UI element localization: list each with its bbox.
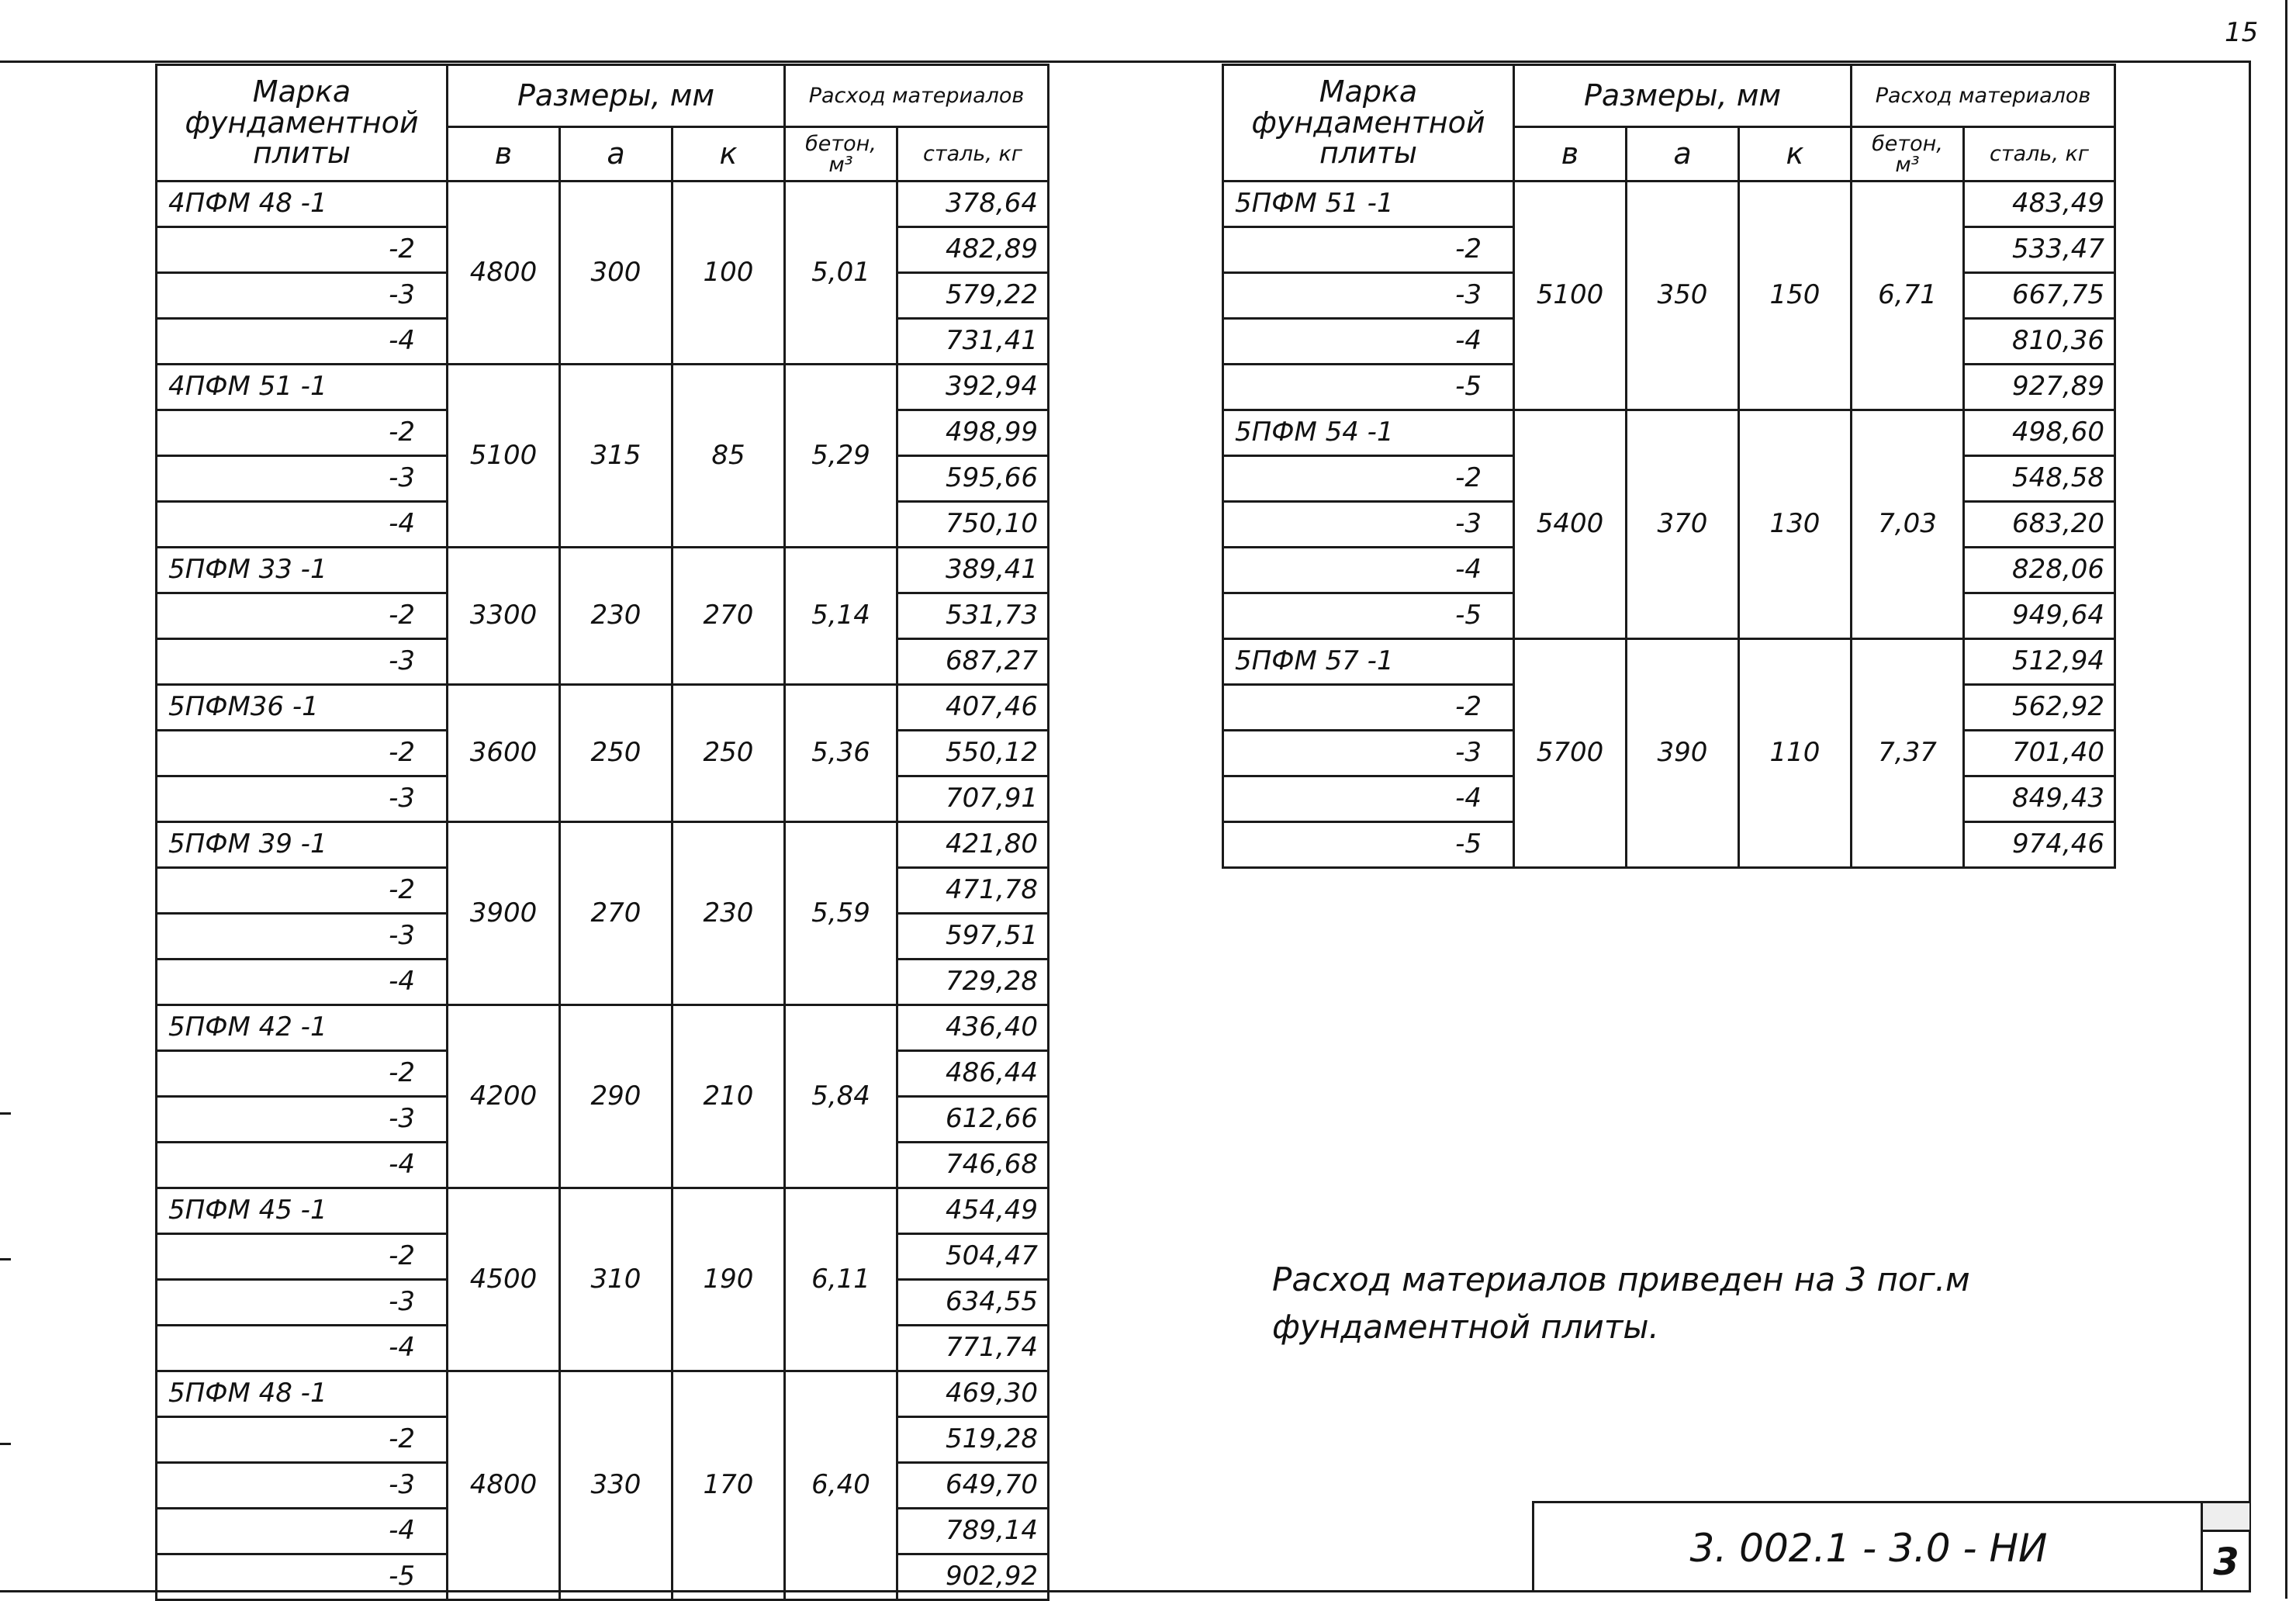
steel-cell: 471,78 xyxy=(897,868,1049,914)
header-concrete: бетон, м³ xyxy=(1852,127,1964,182)
frame-left-tick-2 xyxy=(0,1258,11,1260)
header-b: в xyxy=(1514,127,1627,182)
mark-cell: 5ПФМ 39 -1 xyxy=(157,822,448,868)
mark-cell: -4 xyxy=(157,960,448,1005)
steel-cell: 389,41 xyxy=(897,548,1049,593)
size-b-cell: 5700 xyxy=(1514,639,1627,868)
page-number: 15 xyxy=(2225,17,2259,48)
header-steel: сталь, кг xyxy=(1964,127,2115,182)
mark-cell: -3 xyxy=(1223,731,1514,776)
table-row xyxy=(1223,639,2115,685)
concrete-cell: 6,11 xyxy=(785,1188,897,1371)
steel-cell: 902,92 xyxy=(897,1554,1049,1600)
materials-note: Расход материалов приведен на 3 пог.м фундаментной плиты. xyxy=(1272,1260,1970,1346)
mark-cell: 5ПФМ 51 -1 xyxy=(1223,182,1514,227)
mark-cell: -5 xyxy=(1223,822,1514,868)
header-materials: Расход материалов xyxy=(785,65,1049,127)
frame-top-line xyxy=(0,61,2251,63)
steel-cell: 974,46 xyxy=(1964,822,2115,868)
steel-cell: 597,51 xyxy=(897,914,1049,960)
steel-cell: 436,40 xyxy=(897,1005,1049,1051)
steel-cell: 612,66 xyxy=(897,1097,1049,1143)
mark-cell: -3 xyxy=(157,456,448,502)
size-b-cell: 4800 xyxy=(448,1371,560,1600)
mark-cell: -3 xyxy=(157,914,448,960)
mark-cell: -2 xyxy=(157,410,448,456)
steel-cell: 482,89 xyxy=(897,227,1049,273)
steel-cell: 595,66 xyxy=(897,456,1049,502)
mark-cell: -4 xyxy=(157,319,448,365)
concrete-cell: 5,01 xyxy=(785,182,897,365)
steel-cell: 550,12 xyxy=(897,731,1049,776)
mark-cell: 5ПФМ 48 -1 xyxy=(157,1371,448,1417)
mark-cell: -4 xyxy=(157,502,448,548)
size-k-cell: 190 xyxy=(673,1188,785,1371)
mark-cell: -5 xyxy=(1223,365,1514,410)
steel-cell: 548,58 xyxy=(1964,456,2115,502)
steel-cell: 649,70 xyxy=(897,1463,1049,1509)
steel-cell: 483,49 xyxy=(1964,182,2115,227)
mark-cell: -3 xyxy=(1223,502,1514,548)
size-b-cell: 4800 xyxy=(448,182,560,365)
steel-cell: 498,60 xyxy=(1964,410,2115,456)
steel-cell: 810,36 xyxy=(1964,319,2115,365)
header-materials: Расход материалов xyxy=(1852,65,2115,127)
concrete-cell: 6,71 xyxy=(1852,182,1964,410)
table-row xyxy=(157,1188,1049,1234)
mark-cell: -3 xyxy=(1223,273,1514,319)
size-b-cell: 3300 xyxy=(448,548,560,685)
mark-cell: -3 xyxy=(157,273,448,319)
steel-cell: 634,55 xyxy=(897,1280,1049,1326)
header-steel: сталь, кг xyxy=(897,127,1049,182)
mark-cell: -2 xyxy=(1223,685,1514,731)
header-mark: Марка фундаментной плиты xyxy=(1223,65,1514,182)
title-block-sheet xyxy=(2201,1501,2249,1592)
mark-cell: -3 xyxy=(157,1097,448,1143)
size-k-cell: 230 xyxy=(673,822,785,1005)
size-b-cell: 4200 xyxy=(448,1005,560,1188)
size-k-cell: 110 xyxy=(1739,639,1852,868)
steel-cell: 746,68 xyxy=(897,1143,1049,1188)
header-mark: Марка фундаментной плиты xyxy=(157,65,448,182)
concrete-cell: 5,29 xyxy=(785,365,897,548)
size-b-cell: 3600 xyxy=(448,685,560,822)
table-row xyxy=(157,1371,1049,1417)
frame-right-line xyxy=(2249,61,2251,1592)
header-k: к xyxy=(673,127,785,182)
steel-cell: 407,46 xyxy=(897,685,1049,731)
left-foundation-table xyxy=(155,64,1049,1601)
size-a-cell: 250 xyxy=(560,685,673,822)
size-k-cell: 85 xyxy=(673,365,785,548)
concrete-cell: 5,36 xyxy=(785,685,897,822)
steel-cell: 750,10 xyxy=(897,502,1049,548)
mark-cell: -2 xyxy=(1223,456,1514,502)
size-a-cell: 315 xyxy=(560,365,673,548)
steel-cell: 949,64 xyxy=(1964,593,2115,639)
mark-cell: 5ПФМ 45 -1 xyxy=(157,1188,448,1234)
steel-cell: 849,43 xyxy=(1964,776,2115,822)
steel-cell: 531,73 xyxy=(897,593,1049,639)
steel-cell: 562,92 xyxy=(1964,685,2115,731)
header-sizes: Размеры, мм xyxy=(1514,65,1852,127)
steel-cell: 454,49 xyxy=(897,1188,1049,1234)
mark-cell: -2 xyxy=(157,227,448,273)
mark-cell: -4 xyxy=(1223,319,1514,365)
steel-cell: 579,22 xyxy=(897,273,1049,319)
table-row xyxy=(157,1005,1049,1051)
mark-cell: -2 xyxy=(157,1234,448,1280)
mark-cell: 5ПФМ 42 -1 xyxy=(157,1005,448,1051)
steel-cell: 729,28 xyxy=(897,960,1049,1005)
steel-cell: 927,89 xyxy=(1964,365,2115,410)
mark-cell: -2 xyxy=(157,593,448,639)
steel-cell: 667,75 xyxy=(1964,273,2115,319)
steel-cell: 421,80 xyxy=(897,822,1049,868)
header-b: в xyxy=(448,127,560,182)
size-b-cell: 3900 xyxy=(448,822,560,1005)
mark-cell: -2 xyxy=(157,868,448,914)
steel-cell: 687,27 xyxy=(897,639,1049,685)
table-row xyxy=(157,548,1049,593)
mark-cell: -4 xyxy=(1223,776,1514,822)
title-block-code xyxy=(1532,1501,2203,1592)
steel-cell: 469,30 xyxy=(897,1371,1049,1417)
mark-cell: -3 xyxy=(157,1463,448,1509)
concrete-cell: 6,40 xyxy=(785,1371,897,1600)
mark-cell: 5ПФМ 54 -1 xyxy=(1223,410,1514,456)
steel-cell: 771,74 xyxy=(897,1326,1049,1371)
size-a-cell: 350 xyxy=(1627,182,1739,410)
steel-cell: 378,64 xyxy=(897,182,1049,227)
mark-cell: -2 xyxy=(157,1051,448,1097)
concrete-cell: 5,14 xyxy=(785,548,897,685)
mark-cell: 5ПФМ36 -1 xyxy=(157,685,448,731)
mark-cell: 4ПФМ 48 -1 xyxy=(157,182,448,227)
header-a: а xyxy=(560,127,673,182)
size-k-cell: 270 xyxy=(673,548,785,685)
steel-cell: 731,41 xyxy=(897,319,1049,365)
steel-cell: 683,20 xyxy=(1964,502,2115,548)
mark-cell: -3 xyxy=(157,1280,448,1326)
mark-cell: -2 xyxy=(157,1417,448,1463)
steel-cell: 498,99 xyxy=(897,410,1049,456)
size-k-cell: 150 xyxy=(1739,182,1852,410)
concrete-cell: 5,84 xyxy=(785,1005,897,1188)
steel-cell: 828,06 xyxy=(1964,548,2115,593)
mark-cell: -4 xyxy=(157,1509,448,1554)
mark-cell: -3 xyxy=(157,639,448,685)
table-row xyxy=(157,685,1049,731)
size-k-cell: 250 xyxy=(673,685,785,822)
table-row xyxy=(1223,182,2115,227)
size-a-cell: 310 xyxy=(560,1188,673,1371)
mark-cell: -2 xyxy=(157,731,448,776)
table-row xyxy=(1223,410,2115,456)
steel-cell: 701,40 xyxy=(1964,731,2115,776)
size-a-cell: 290 xyxy=(560,1005,673,1188)
concrete-cell: 5,59 xyxy=(785,822,897,1005)
mark-cell: -4 xyxy=(157,1326,448,1371)
mark-cell: -4 xyxy=(157,1143,448,1188)
right-foundation-table xyxy=(1222,64,2116,869)
frame-outer-right-line xyxy=(2285,0,2287,1599)
table-row xyxy=(157,822,1049,868)
size-b-cell: 4500 xyxy=(448,1188,560,1371)
header-a: а xyxy=(1627,127,1739,182)
document-code: 3. 002.1 - 3.0 - НИ xyxy=(1689,1525,2048,1571)
header-sizes: Размеры, мм xyxy=(448,65,785,127)
steel-cell: 486,44 xyxy=(897,1051,1049,1097)
mark-cell: -3 xyxy=(157,776,448,822)
size-a-cell: 300 xyxy=(560,182,673,365)
size-a-cell: 370 xyxy=(1627,410,1739,639)
size-a-cell: 330 xyxy=(560,1371,673,1600)
steel-cell: 392,94 xyxy=(897,365,1049,410)
sheet-number: 3 xyxy=(2213,1540,2239,1584)
concrete-cell: 7,03 xyxy=(1852,410,1964,639)
steel-cell: 707,91 xyxy=(897,776,1049,822)
size-a-cell: 270 xyxy=(560,822,673,1005)
steel-cell: 504,47 xyxy=(897,1234,1049,1280)
mark-cell: -5 xyxy=(1223,593,1514,639)
steel-cell: 519,28 xyxy=(897,1417,1049,1463)
steel-cell: 533,47 xyxy=(1964,227,2115,273)
mark-cell: 5ПФМ 33 -1 xyxy=(157,548,448,593)
header-k: к xyxy=(1739,127,1852,182)
steel-cell: 512,94 xyxy=(1964,639,2115,685)
table-row xyxy=(157,182,1049,227)
mark-cell: -5 xyxy=(157,1554,448,1600)
mark-cell: -2 xyxy=(1223,227,1514,273)
concrete-cell: 7,37 xyxy=(1852,639,1964,868)
mark-cell: 5ПФМ 57 -1 xyxy=(1223,639,1514,685)
size-b-cell: 5100 xyxy=(1514,182,1627,410)
steel-cell: 789,14 xyxy=(897,1509,1049,1554)
size-b-cell: 5400 xyxy=(1514,410,1627,639)
size-k-cell: 210 xyxy=(673,1005,785,1188)
size-a-cell: 230 xyxy=(560,548,673,685)
size-k-cell: 100 xyxy=(673,182,785,365)
size-a-cell: 390 xyxy=(1627,639,1739,868)
size-k-cell: 130 xyxy=(1739,410,1852,639)
size-k-cell: 170 xyxy=(673,1371,785,1600)
size-b-cell: 5100 xyxy=(448,365,560,548)
table-row xyxy=(157,365,1049,410)
frame-left-tick-1 xyxy=(0,1112,11,1115)
mark-cell: -4 xyxy=(1223,548,1514,593)
header-concrete: бетон, м³ xyxy=(785,127,897,182)
mark-cell: 4ПФМ 51 -1 xyxy=(157,365,448,410)
frame-left-tick-3 xyxy=(0,1443,11,1445)
sheet-label-stamp xyxy=(2203,1503,2249,1532)
